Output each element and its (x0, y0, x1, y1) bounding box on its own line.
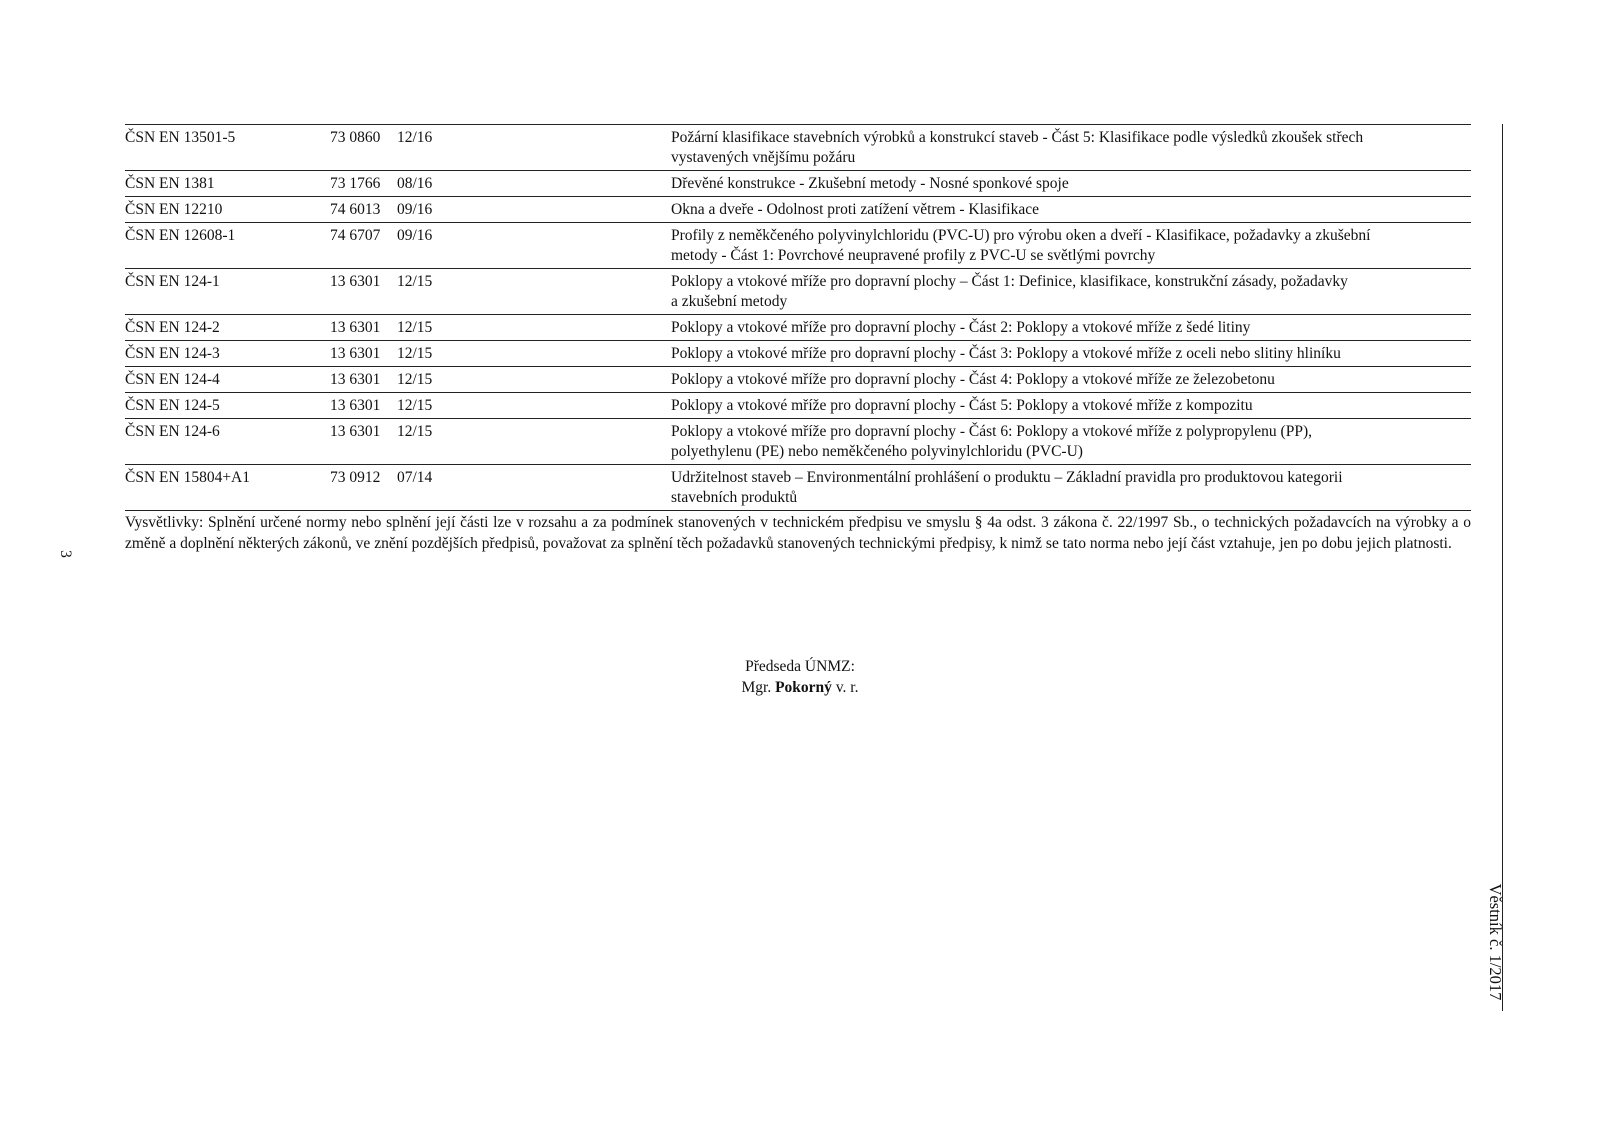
table-row (125, 125, 1471, 171)
standard-code: ČSN EN 12608-1 (125, 227, 236, 244)
standard-title-line: Poklopy a vtokové mříže pro dopravní plochy - Část 6: Poklopy a vtokové mříže z polypropylenu (PP), (671, 423, 1312, 440)
standard-title (671, 318, 1456, 338)
standard-code: ČSN EN 124-6 (125, 423, 220, 440)
standard-title (671, 128, 1456, 168)
standard-title-line: Požární klasifikace stavebních výrobků a konstrukcí staveb - Část 5: Klasifikace podle výsledků zkoušek střech (671, 129, 1364, 146)
standard-title-line: Profily z neměkčeného polyvinylchloridu (PVC-U) pro výrobu oken a dveří - Klasifikace, požadavky a zkušební (671, 227, 1371, 244)
standard-title-line: stavebních produktů (671, 489, 798, 506)
standard-title (671, 344, 1456, 364)
issue-date: 12/15 (397, 423, 433, 440)
signature-block (0, 656, 1600, 698)
standard-title (671, 422, 1456, 462)
classification-number: 13 6301 (330, 423, 381, 440)
standard-title-line: a zkušební metody (671, 293, 788, 310)
issue-date: 09/16 (397, 201, 433, 218)
signature-suffix: v. r. (835, 679, 859, 696)
standard-title (671, 468, 1456, 508)
table-row (125, 393, 1471, 419)
issue-date: 12/15 (397, 273, 433, 290)
standard-title (671, 272, 1456, 312)
standard-title-line: metody - Část 1: Povrchové neupravené profily z PVC-U se světlými povrchy (671, 247, 1156, 264)
table-row (125, 465, 1471, 511)
classification-number: 74 6707 (330, 227, 381, 244)
classification-number: 13 6301 (330, 345, 381, 362)
classification-number: 73 0860 (330, 129, 381, 146)
signature-prefix: Mgr. (741, 679, 772, 696)
standard-title-line: Dřevěné konstrukce - Zkušební metody - Nosné sponkové spoje (671, 175, 1069, 192)
standard-title (671, 200, 1456, 220)
table-row (125, 197, 1471, 223)
table-row (125, 315, 1471, 341)
standard-code: ČSN EN 15804+A1 (125, 469, 250, 486)
standard-code: ČSN EN 124-5 (125, 397, 220, 414)
explanatory-notes: Vysvětlivky: Splnění určené normy nebo splnění její části lze v rozsahu a za podmínek stanovených v technickém předpisu ve smyslu § 4a odst. 3 zákona č. 22/1997 Sb., o technických požadavcích na výrobky a o změně a doplnění některých zákonů, ve znění pozdějších předpisů, považovat za splnění těch požadavků stanovených technickými předpisy, k nimž se tato norma nebo její část vztahuje, jen po dobu jejich platnosti. (125, 514, 1471, 552)
standard-code: ČSN EN 1381 (125, 175, 215, 192)
standard-title-line: Okna a dveře - Odolnost proti zatížení větrem - Klasifikace (671, 201, 1039, 218)
standard-code: ČSN EN 124-4 (125, 371, 220, 388)
standard-title (671, 396, 1456, 416)
standard-title-line: Poklopy a vtokové mříže pro dopravní plochy – Část 1: Definice, klasifikace, konstrukční zásady, požadavky (671, 273, 1348, 290)
standard-code: ČSN EN 124-2 (125, 319, 220, 336)
issue-date: 12/16 (397, 129, 433, 146)
standard-title (671, 174, 1456, 194)
standard-title-line: Poklopy a vtokové mříže pro dopravní plochy - Část 4: Poklopy a vtokové mříže ze železobetonu (671, 371, 1275, 388)
issue-date: 08/16 (397, 175, 433, 192)
issue-date: 09/16 (397, 227, 433, 244)
classification-number: 13 6301 (330, 397, 381, 414)
page-number: 3 (57, 550, 74, 558)
standard-title-line: polyethylenu (PE) nebo neměkčeného polyvinylchloridu (PVC-U) (671, 443, 1083, 460)
standard-title-line: Poklopy a vtokové mříže pro dopravní plochy - Část 5: Poklopy a vtokové mříže z kompozitu (671, 397, 1253, 414)
issue-date: 12/15 (397, 397, 433, 414)
classification-number: 13 6301 (330, 319, 381, 336)
bulletin-label: Věstník č. 1/2017 (1486, 883, 1505, 1001)
standard-title (671, 370, 1456, 390)
classification-number: 13 6301 (330, 371, 381, 388)
standard-title-line: vystavených vnějšímu požáru (671, 149, 856, 166)
standard-title-line: Udržitelnost staveb – Environmentální prohlášení o produktu – Základní pravidla pro produktovou kategorii (671, 469, 1343, 486)
table-row (125, 367, 1471, 393)
standard-code: ČSN EN 124-1 (125, 273, 220, 290)
standard-code: ČSN EN 12210 (125, 201, 223, 218)
table-row (125, 341, 1471, 367)
standard-code: ČSN EN 124-3 (125, 345, 220, 362)
standard-title-line: Poklopy a vtokové mříže pro dopravní plochy - Část 3: Poklopy a vtokové mříže z oceli nebo slitiny hliníku (671, 345, 1341, 362)
issue-date: 12/15 (397, 345, 433, 362)
table-row (125, 419, 1471, 465)
standard-title-line: Poklopy a vtokové mříže pro dopravní plochy - Část 2: Poklopy a vtokové mříže z šedé litiny (671, 319, 1251, 336)
classification-number: 73 0912 (330, 469, 381, 486)
signature-role: Předseda ÚNMZ: (745, 658, 855, 675)
classification-number: 13 6301 (330, 273, 381, 290)
standard-code: ČSN EN 13501-5 (125, 129, 236, 146)
classification-number: 73 1766 (330, 175, 381, 192)
signature-line (0, 677, 1600, 698)
standard-title (671, 226, 1456, 266)
table-row (125, 171, 1471, 197)
table-row (125, 269, 1471, 315)
table-row (125, 223, 1471, 269)
classification-number: 74 6013 (330, 201, 381, 218)
issue-date: 12/15 (397, 371, 433, 388)
issue-date: 12/15 (397, 319, 433, 336)
standards-table (125, 124, 1471, 511)
issue-date: 07/14 (397, 469, 433, 486)
signature-name: Pokorný (775, 679, 832, 696)
